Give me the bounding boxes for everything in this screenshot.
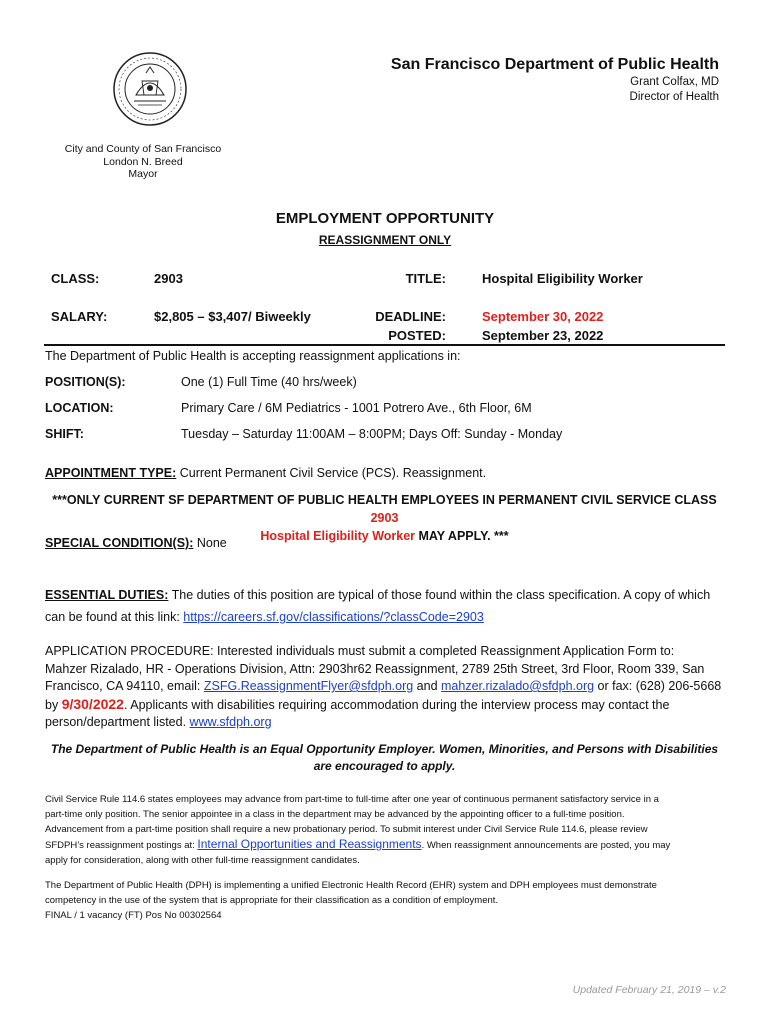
footer-version: Updated February 21, 2019 – v.2 [572, 984, 726, 996]
notice-class-title: Hospital Eligibility Worker [260, 529, 416, 543]
class-spec-link[interactable]: https://careers.sf.gov/classifications/?classCode=2903 [183, 610, 484, 624]
director-title: Director of Health [629, 90, 719, 103]
procedure-line4-text: . Applicants with disabilities requiring accommodation during the interview process may contact the [123, 697, 670, 712]
ehr-notice [45, 878, 730, 923]
mayor-title: Mayor [128, 168, 158, 180]
notice-text: ***ONLY CURRENT SF DEPARTMENT OF PUBLIC HEALTH EMPLOYEES IN PERMANENT CIVIL SERVICE CLASS [52, 493, 717, 507]
city-name: City and County of San Francisco [64, 143, 222, 155]
notice-class-code: 2903 [370, 511, 399, 525]
location-value: Primary Care / 6M Pediatrics - 1001 Potrero Ave., 6th Floor, 6M [181, 401, 532, 415]
department-name: San Francisco Department of Public Health [390, 56, 719, 73]
procedure-line2: Mahzer Rizalado, HR - Operations Division, Attn: 2903hr62 Reassignment, 2789 25th Street, 3rd Floor, Room 339, San [45, 661, 705, 676]
position-label: POSITION(S): [45, 375, 126, 389]
title-label: TITLE: [405, 271, 446, 286]
city-seal-logo [112, 51, 188, 127]
deadline-label: DEADLINE: [375, 309, 446, 324]
divider [44, 344, 725, 346]
essential-duties [45, 584, 710, 628]
rule-line4-end: . When reassignment announcements are posted, you may [421, 840, 671, 851]
rule-line3: Advancement from a part-time position shall require a new probationary period. To submit interest under Civil Service Rule 114.6, please review [45, 824, 648, 835]
procedure-line5 [45, 714, 721, 732]
ehr-line3: FINAL / 1 vacancy (FT) Pos No 00302564 [45, 910, 222, 921]
procedure-and: and [416, 679, 438, 693]
essential-label: ESSENTIAL DUTIES: [45, 588, 169, 602]
rule-line4 [45, 837, 730, 853]
city-block [60, 143, 226, 181]
salary-value: $2,805 – $3,407/ Biweekly [154, 309, 311, 324]
rule-line2: part-time only position. The senior appointee in a class in the department may be advanced by the appointing officer to a full-time position. [45, 809, 625, 820]
salary-label: SALARY: [51, 309, 108, 324]
class-value: 2903 [154, 271, 183, 286]
posted-value: September 23, 2022 [482, 328, 604, 343]
procedure-fax: or fax: (628) 206-5668 [597, 679, 722, 693]
location-label: LOCATION: [45, 401, 114, 415]
special-conditions [45, 535, 227, 551]
rule-line5: apply for consideration, along with other full-time reassignment candidates. [45, 855, 360, 866]
title-value: Hospital Eligibility Worker [482, 271, 643, 286]
essential-line2: can be found at this link: [45, 610, 180, 624]
website-link[interactable]: www.sfdph.org [189, 715, 272, 729]
appointment-value: Current Permanent Civil Service (PCS). Reassignment. [179, 466, 487, 480]
internal-opportunities-link[interactable]: Internal Opportunities and Reassignments [197, 837, 422, 851]
mayor-name: London N. Breed [103, 155, 183, 168]
director-name: Grant Colfax, MD [630, 76, 719, 88]
appointment-label: APPOINTMENT TYPE: [45, 466, 177, 480]
special-label: SPECIAL CONDITION(S): [45, 536, 194, 550]
class-label: CLASS: [51, 271, 100, 286]
email-link-flyer[interactable]: ZSFG.ReassignmentFlyer@sfdph.org [203, 679, 414, 693]
procedure-line5-text: person/department listed. [45, 715, 187, 729]
ehr-line2: competency in the use of the system that is appropriate for their classification as a condition of employment. [45, 895, 499, 906]
appointment-type [45, 465, 486, 481]
ehr-line1: The Department of Public Health (DPH) is implementing a unified Electronic Health Record (EHR) system and DPH employees must demonstrate [45, 880, 657, 891]
procedure-deadline: 9/30/2022 [61, 695, 124, 712]
shift-value: Tuesday – Saturday 11:00AM – 8:00PM; Days Off: Sunday - Monday [181, 427, 563, 441]
eeo-statement [44, 741, 725, 775]
procedure-line3-text: Francisco, CA 94110, email: [45, 679, 201, 693]
essential-line1: The duties of this position are typical of those found within the class specification. A copy of which [171, 588, 711, 602]
intro-text: The Department of Public Health is accepting reassignment applications in: [45, 349, 461, 363]
procedure-line1: APPLICATION PROCEDURE: Interested individuals must submit a completed Reassignment Application Form to: [45, 644, 675, 658]
civil-service-rule [45, 792, 730, 868]
procedure-line3 [45, 678, 721, 696]
page-title: EMPLOYMENT OPPORTUNITY [275, 210, 495, 227]
page-subtitle: REASSIGNMENT ONLY [318, 233, 452, 247]
shift-label: SHIFT: [45, 427, 84, 441]
special-value: None [196, 536, 227, 550]
email-link-mahzer[interactable]: mahzer.rizalado@sfdph.org [441, 679, 595, 693]
procedure-line4 [45, 696, 721, 715]
department-header [391, 55, 719, 104]
rule-line4-text: SFDPH’s reassignment postings at: [45, 840, 195, 851]
procedure-by: by [45, 697, 59, 712]
posted-label: POSTED: [388, 328, 446, 343]
deadline-value: September 30, 2022 [482, 309, 604, 324]
eeo-line2: are encouraged to apply. [313, 759, 456, 773]
position-value: One (1) Full Time (40 hrs/week) [181, 375, 357, 389]
application-procedure [45, 643, 721, 732]
notice-end: MAY APPLY. *** [415, 529, 509, 543]
eeo-line1: The Department of Public Health is an Equal Opportunity Employer. Women, Minorities, and Persons with Disabilities [50, 742, 719, 756]
rule-line1: Civil Service Rule 114.6 states employees may advance from part-time to full-time after one year of continuous permanent satisfactory service in a [45, 794, 659, 805]
